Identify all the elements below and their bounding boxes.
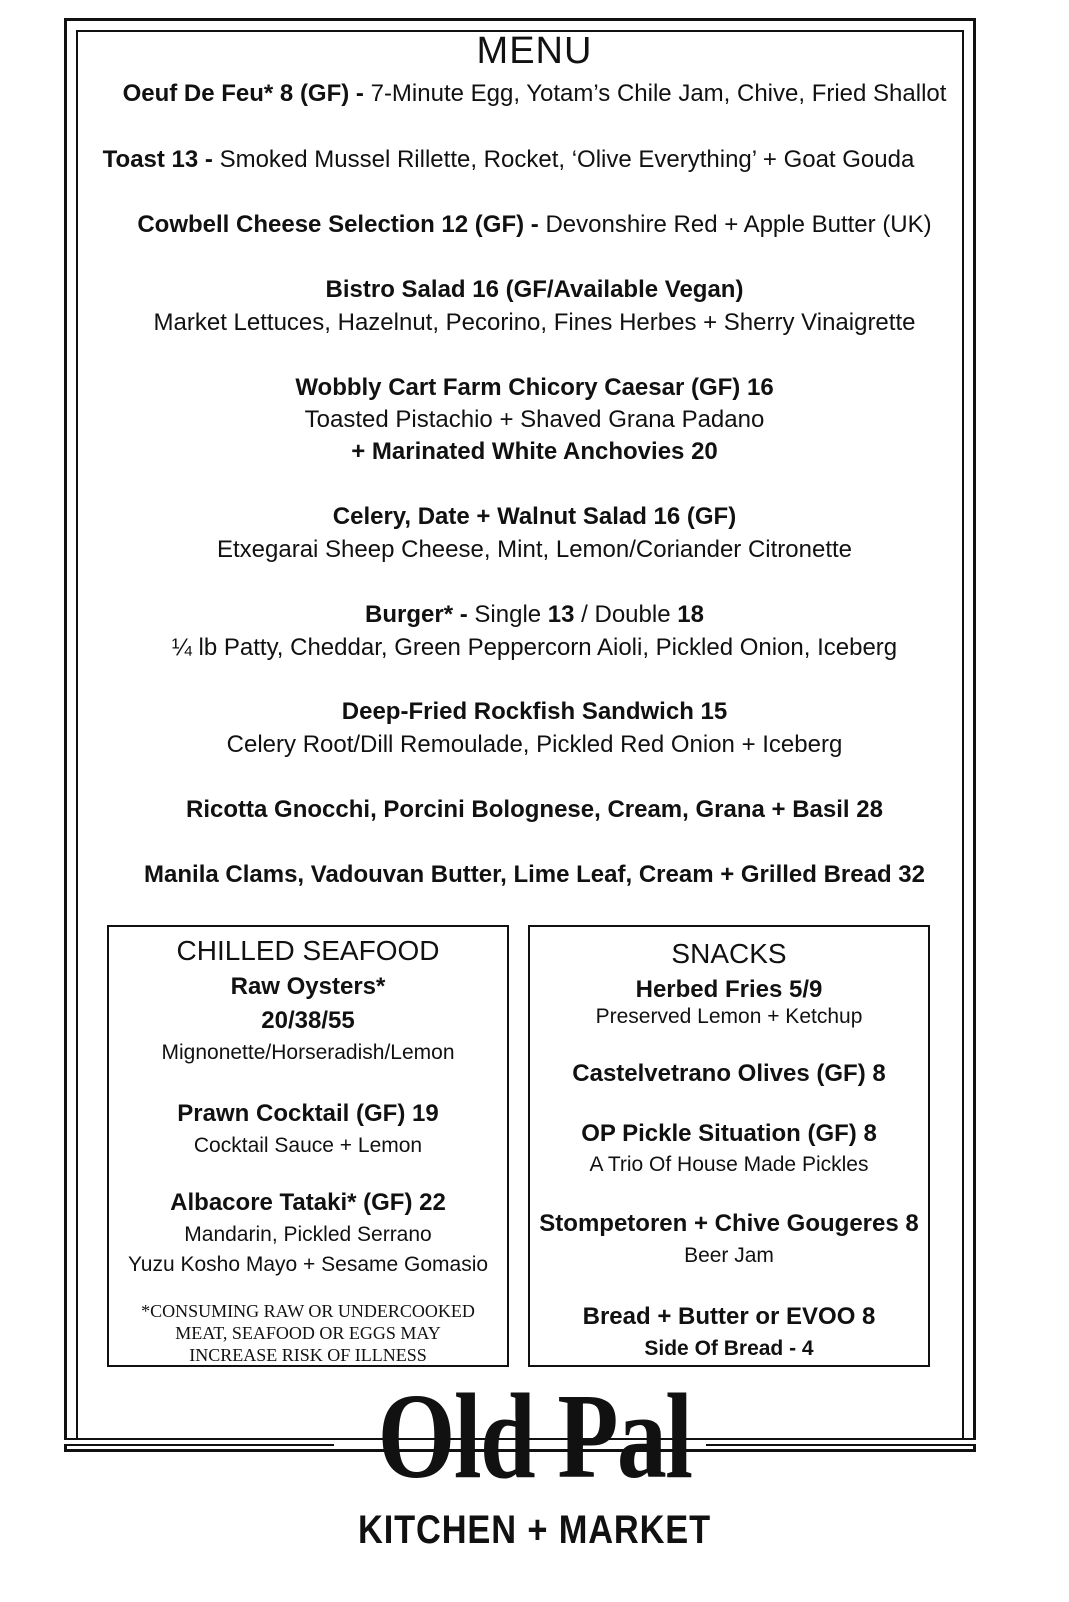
menu-item-caesar-desc: Toasted Pistachio + Shaved Grana Padano [304, 406, 765, 433]
burger-double-price: 18 [677, 601, 704, 628]
raw-oysters-desc: Mignonette/Horseradish/Lemon [161, 1041, 455, 1064]
menu-item-gnocchi: Ricotta Gnocchi, Porcini Bolognese, Cream, Grana + Basil 28 [186, 796, 883, 823]
menu-item-oeuf [0, 80, 1069, 108]
burger-double-label: / Double [574, 601, 678, 628]
side-of-bread: Side Of Bread - 4 [644, 1337, 814, 1360]
logo-wordmark: Old Pal [377, 1369, 692, 1504]
menu-item-burger [0, 601, 1069, 629]
castelvetrano-olives: Castelvetrano Olives (GF) 8 [572, 1060, 886, 1087]
menu-item-rockfish: Deep-Fried Rockfish Sandwich 15 [341, 698, 728, 725]
burger-single-price: 13 [547, 601, 575, 628]
menu-item-celery-salad-desc: Etxegarai Sheep Cheese, Mint, Lemon/Coriander Citronette [216, 536, 852, 563]
logo-subtitle: KITCHEN + MARKET [357, 1508, 711, 1552]
item-name: Cowbell Cheese Selection 12 (GF) - [137, 211, 539, 238]
prawn-cocktail-desc: Cocktail Sauce + Lemon [193, 1134, 423, 1157]
raw-food-disclaimer-3: INCREASE RISK OF ILLNESS [189, 1345, 427, 1365]
item-desc: Smoked Mussel Rillette, Rocket, ‘Olive Everything’ + Goat Gouda [212, 146, 915, 173]
raw-oysters-prices: 20/38/55 [261, 1007, 355, 1034]
menu-item-caesar: Wobbly Cart Farm Chicory Caesar (GF) 16 [295, 374, 774, 401]
herbed-fries-desc: Preserved Lemon + Ketchup [595, 1005, 863, 1028]
gougeres-desc: Beer Jam [684, 1244, 774, 1267]
logo [0, 1369, 1069, 1602]
bread-butter: Bread + Butter or EVOO 8 [582, 1303, 876, 1330]
item-desc: 7-Minute Egg, Yotam’s Chile Jam, Chive, Fried Shallot [363, 80, 947, 107]
gougeres: Stompetoren + Chive Gougeres 8 [539, 1210, 919, 1237]
item-desc: Devonshire Red + Apple Butter (UK) [538, 211, 932, 238]
chilled-seafood-box [107, 925, 509, 1367]
snacks-title: SNACKS [671, 938, 787, 969]
albacore-tataki-desc-1: Mandarin, Pickled Serrano [184, 1223, 432, 1246]
menu-item-toast [0, 146, 1043, 174]
menu-item-bistro-salad: Bistro Salad 16 (GF/Available Vegan) [325, 276, 744, 303]
menu-item-cheese [0, 211, 1069, 239]
menu-item-bistro-salad-desc: Market Lettuces, Hazelnut, Pecorino, Fines Herbes + Sherry Vinaigrette [153, 309, 916, 336]
item-name: Burger* - [365, 601, 468, 628]
menu-item-caesar-addon: + Marinated White Anchovies 20 [351, 438, 718, 465]
albacore-tataki: Albacore Tataki* (GF) 22 [170, 1189, 446, 1216]
prawn-cocktail: Prawn Cocktail (GF) 19 [177, 1100, 439, 1127]
burger-single-label: Single [467, 601, 548, 628]
snacks-box [528, 925, 930, 1367]
raw-food-disclaimer-2: MEAT, SEAFOOD OR EGGS MAY [175, 1323, 441, 1343]
item-name: Oeuf De Feu* 8 (GF) - [122, 80, 364, 107]
raw-food-disclaimer-1: *CONSUMING RAW OR UNDERCOOKED [141, 1301, 475, 1321]
pickle-situation: OP Pickle Situation (GF) 8 [581, 1120, 877, 1147]
raw-oysters: Raw Oysters* [230, 973, 386, 1000]
albacore-tataki-desc-2: Yuzu Kosho Mayo + Sesame Gomasio [127, 1253, 489, 1276]
herbed-fries: Herbed Fries 5/9 [635, 976, 823, 1003]
menu-item-clams: Manila Clams, Vadouvan Butter, Lime Leaf, Cream + Grilled Bread 32 [144, 861, 925, 888]
menu-item-rockfish-desc: Celery Root/Dill Remoulade, Pickled Red Onion + Iceberg [226, 731, 843, 758]
item-name: Toast 13 - [102, 146, 213, 173]
menu-item-celery-salad: Celery, Date + Walnut Salad 16 (GF) [332, 503, 737, 530]
menu-item-burger-desc: ¼ lb Patty, Cheddar, Green Peppercorn Aioli, Pickled Onion, Iceberg [171, 634, 898, 661]
menu-title: MENU [476, 30, 593, 72]
chilled-seafood-title: CHILLED SEAFOOD [176, 935, 440, 966]
pickle-situation-desc: A Trio Of House Made Pickles [589, 1153, 869, 1176]
